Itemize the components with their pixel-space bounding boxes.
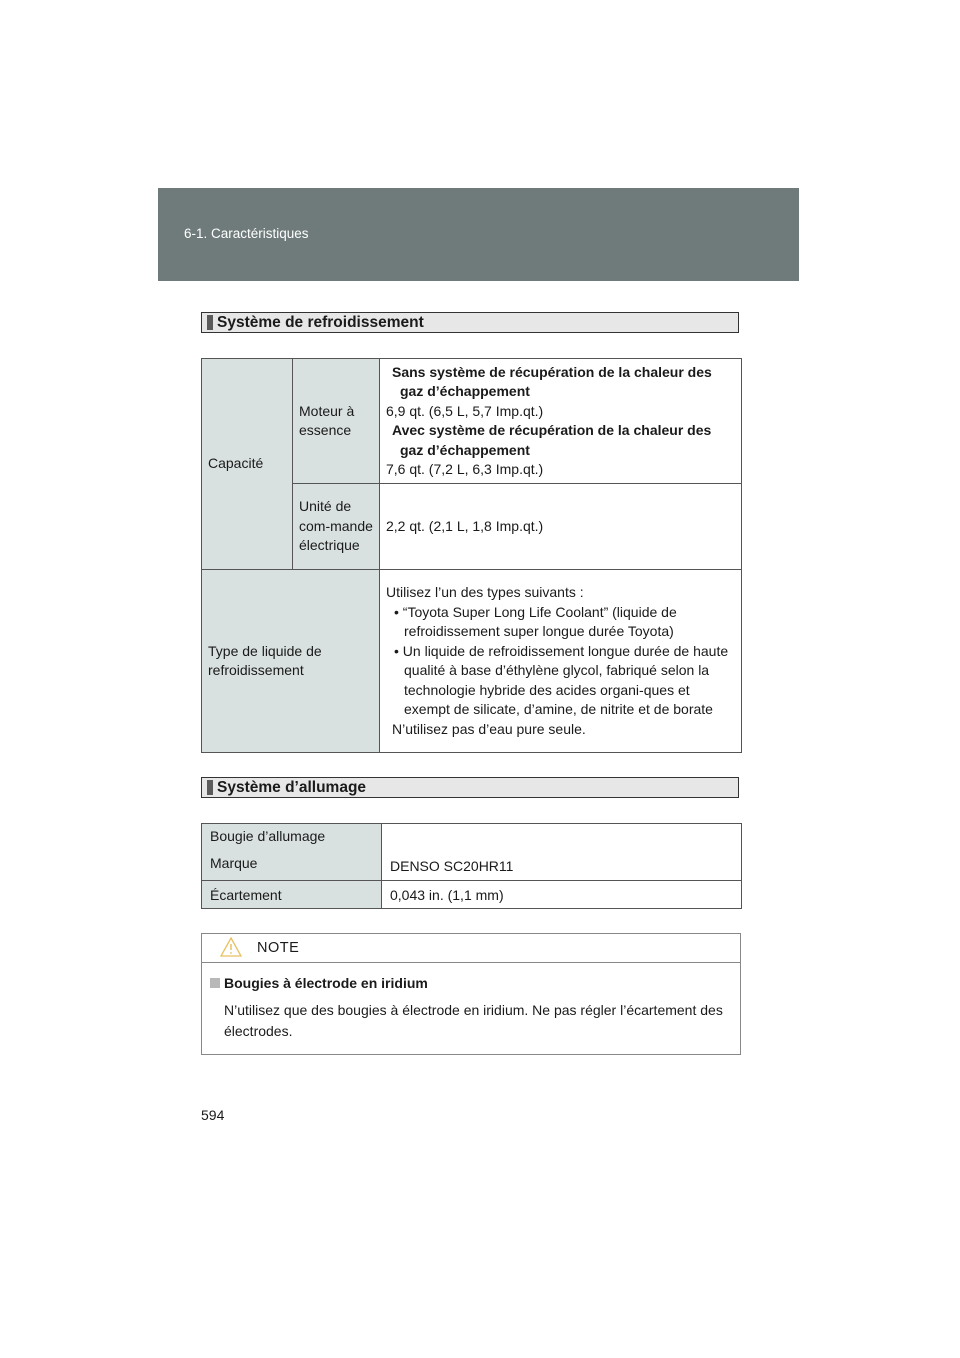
unit-label: Unité de com-mande électrique (293, 484, 380, 570)
note-box (201, 933, 741, 1055)
chapter-header-band (158, 188, 799, 281)
coolant-intro: Utilisez l’un des types suivants : (386, 584, 584, 600)
unit-value: 2,2 qt. (2,1 L, 1,8 Imp.qt.) (380, 484, 742, 570)
engine-line: Avec système de récupération de la chaleur des gaz d’échappement (392, 422, 712, 458)
note-item-text: N’utilisez que des bougies à électrode en iridium. Ne pas régler l’écartement des électrodes. (224, 1002, 723, 1039)
capacity-label: Capacité (202, 359, 293, 570)
coolant-warning: N’utilisez pas d’eau pure seule. (392, 720, 586, 737)
gap-value: 0,043 in. (1,1 mm) (382, 881, 742, 909)
cooling-section-heading (201, 312, 739, 333)
plug-label: Bougie d’allumage (210, 828, 326, 844)
engine-line: Sans système de récupération de la chaleur des gaz d’échappement (392, 363, 712, 399)
heading-bar (207, 780, 213, 795)
cooling-title: Système de refroidissement (217, 314, 424, 331)
engine-line: 7,6 qt. (7,2 L, 6,3 Imp.qt.) (386, 461, 544, 477)
ignition-section-heading (201, 777, 739, 798)
heading-bar (207, 315, 213, 330)
note-header (202, 934, 740, 963)
coolant-label: Type de liquide de refroidissement (202, 570, 380, 753)
table-row (202, 570, 742, 753)
plug-cell (202, 824, 382, 881)
engine-line: 6,9 qt. (6,5 L, 5,7 Imp.qt.) (386, 402, 544, 419)
cooling-table (201, 358, 742, 753)
note-item-title: Bougies à électrode en iridium (224, 975, 428, 991)
brand-label: Marque (210, 855, 258, 871)
coolant-list (386, 603, 735, 720)
table-row (202, 824, 742, 881)
warning-icon (220, 937, 242, 957)
engine-value (380, 359, 742, 484)
list-item: • Un liquide de refroidissement longue durée de haute qualité à base d’éthylène glycol, fabriqué selon la technologie hybride des acides organi-ques et exempt de silicate, d’amine, de nitrite et de borate (394, 642, 729, 717)
brand-cell (382, 824, 742, 881)
ignition-table (201, 823, 742, 909)
engine-label: Moteur à essence (293, 359, 380, 484)
ignition-title: Système d’allumage (217, 779, 367, 796)
gap-label: Écartement (202, 881, 382, 909)
table-row (202, 881, 742, 909)
page-number: 594 (201, 1107, 225, 1123)
brand-value: DENSO SC20HR11 (390, 858, 514, 874)
note-title: NOTE (257, 940, 300, 956)
list-item: • “Toyota Super Long Life Coolant” (liquide de refroidissement super longue durée Toyota) (394, 603, 677, 639)
square-bullet-icon (210, 978, 220, 988)
section-label: 6-1. Caractéristiques (184, 226, 309, 241)
coolant-value (380, 570, 742, 753)
table-row (202, 359, 742, 484)
